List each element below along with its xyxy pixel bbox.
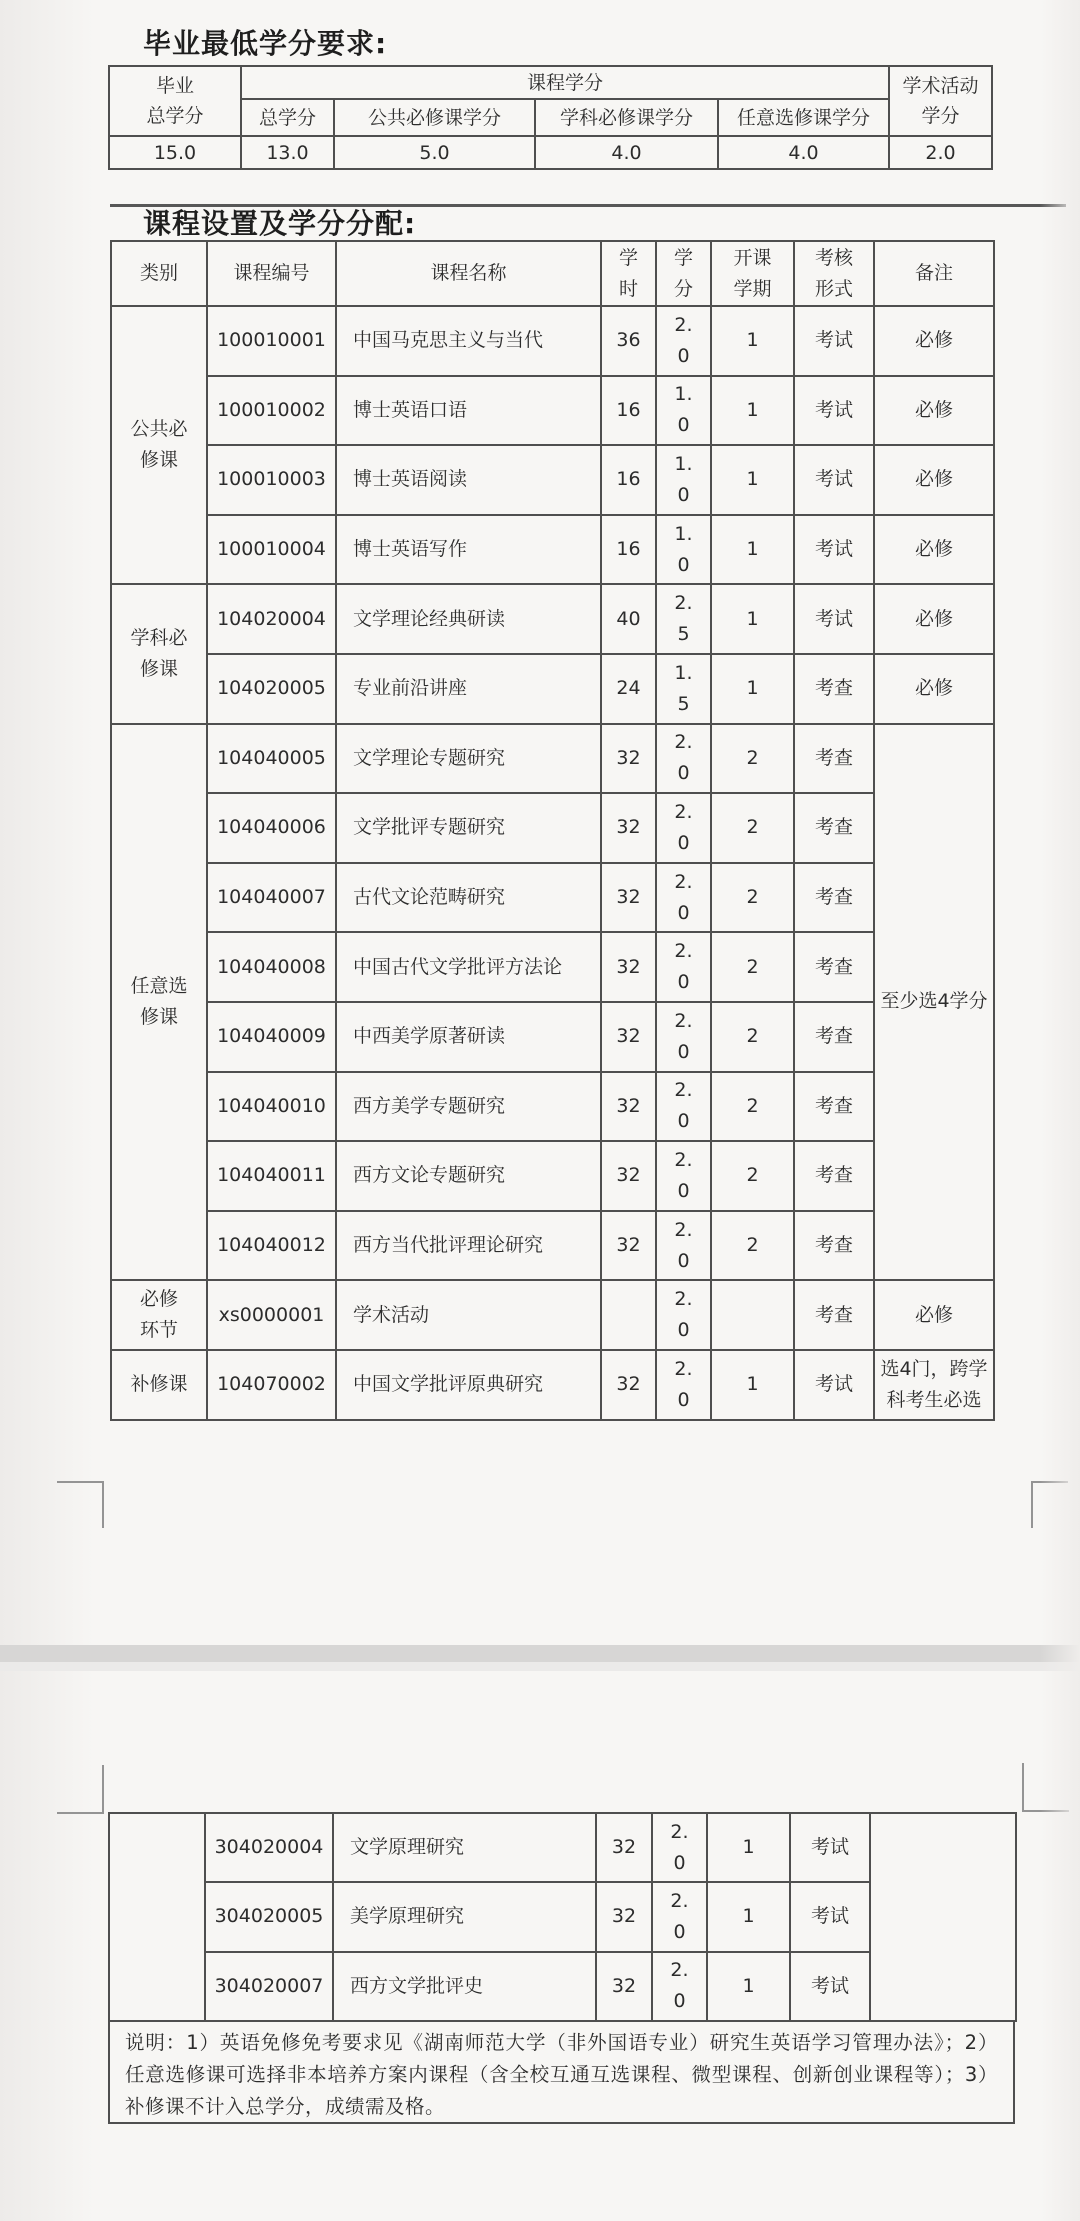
cell-name: 学术活动 bbox=[336, 1280, 601, 1350]
cell-code: 104040006 bbox=[207, 793, 336, 863]
cell-assessment: 考查 bbox=[794, 1141, 874, 1211]
course-row bbox=[111, 793, 994, 863]
summary-header-subject: 学科必修课学分 bbox=[535, 99, 718, 136]
cell-name: 中国马克思主义与当代 bbox=[336, 306, 601, 376]
summary-value-public: 5.0 bbox=[334, 136, 535, 169]
cell-remark: 选4门，跨学科考生必选 bbox=[874, 1350, 994, 1420]
cell-name: 博士英语阅读 bbox=[336, 445, 601, 515]
cell-remark: 必修 bbox=[874, 1280, 994, 1350]
crop-mark-bottom-right bbox=[1031, 1481, 1068, 1528]
cell-remark-continued bbox=[870, 1813, 1016, 2021]
cell-credits: 1.0 bbox=[656, 376, 711, 446]
cell-name: 西方当代批评理论研究 bbox=[336, 1211, 601, 1281]
category-cell-required-step: 必修环节 bbox=[111, 1280, 207, 1350]
cell-credits: 2.0 bbox=[656, 793, 711, 863]
cell-hours: 32 bbox=[596, 1813, 652, 1882]
cell-assessment: 考查 bbox=[794, 863, 874, 933]
cell-credits: 2.0 bbox=[656, 1141, 711, 1211]
summary-value-subject: 4.0 bbox=[535, 136, 718, 169]
cell-name: 专业前沿讲座 bbox=[336, 654, 601, 724]
cell-term: 2 bbox=[711, 1072, 794, 1142]
summary-value-elective: 4.0 bbox=[718, 136, 889, 169]
cell-remark: 必修 bbox=[874, 584, 994, 654]
cell-code: 104040012 bbox=[207, 1211, 336, 1281]
page-separator-shadow bbox=[0, 1662, 1080, 1671]
category-cell-public: 公共必修课 bbox=[111, 306, 207, 584]
cell-term: 2 bbox=[711, 932, 794, 1002]
cell-name: 文学原理研究 bbox=[333, 1813, 596, 1882]
cell-credits: 2.0 bbox=[656, 863, 711, 933]
cell-hours: 16 bbox=[601, 515, 656, 585]
summary-value-total: 13.0 bbox=[241, 136, 334, 169]
cell-credits: 1.5 bbox=[656, 654, 711, 724]
cell-remark-elective-group: 至少选4学分 bbox=[874, 724, 994, 1281]
cell-hours: 32 bbox=[601, 1141, 656, 1211]
cell-term: 2 bbox=[711, 1141, 794, 1211]
course-table-title: 课程设置及学分分配: bbox=[143, 207, 417, 240]
cell-term: 1 bbox=[711, 584, 794, 654]
cell-remark: 必修 bbox=[874, 376, 994, 446]
cell-code: 104020005 bbox=[207, 654, 336, 724]
course-row bbox=[111, 445, 994, 515]
cell-code: 104040009 bbox=[207, 1002, 336, 1072]
category-cell-supplementary: 补修课 bbox=[111, 1350, 207, 1420]
summary-header-academic-activity: 学术活动 学分 bbox=[889, 66, 992, 136]
cell-credits: 2.0 bbox=[656, 1211, 711, 1281]
cell-assessment: 考试 bbox=[794, 1350, 874, 1420]
cell-term: 1 bbox=[711, 445, 794, 515]
cell-hours: 36 bbox=[601, 306, 656, 376]
cell-credits: 2.5 bbox=[656, 584, 711, 654]
cell-hours: 16 bbox=[601, 445, 656, 515]
summary-table bbox=[108, 65, 993, 170]
cell-hours: 32 bbox=[601, 793, 656, 863]
cell-code: 304020005 bbox=[205, 1882, 333, 1951]
cell-code: 100010003 bbox=[207, 445, 336, 515]
course-row bbox=[111, 515, 994, 585]
cell-code: 104040005 bbox=[207, 724, 336, 794]
cell-hours: 32 bbox=[601, 1211, 656, 1281]
cell-code: 104040008 bbox=[207, 932, 336, 1002]
course-row bbox=[111, 1350, 994, 1420]
cell-remark: 必修 bbox=[874, 306, 994, 376]
cell-remark: 必修 bbox=[874, 515, 994, 585]
cell-name: 古代文论范畴研究 bbox=[336, 863, 601, 933]
page-separator bbox=[0, 1645, 1080, 1662]
cell-code: 104020004 bbox=[207, 584, 336, 654]
crop-mark-top-right bbox=[1022, 1763, 1069, 1812]
cell-term: 1 bbox=[711, 515, 794, 585]
cell-code: 104040010 bbox=[207, 1072, 336, 1142]
cell-credits: 2.0 bbox=[656, 306, 711, 376]
cell-name: 中国文学批评原典研究 bbox=[336, 1350, 601, 1420]
summary-header-total: 总学分 bbox=[241, 99, 334, 136]
cell-term: 2 bbox=[711, 793, 794, 863]
cell-name: 中西美学原著研读 bbox=[336, 1002, 601, 1072]
header-credits: 学分 bbox=[656, 241, 711, 306]
summary-header-elective: 任意选修课学分 bbox=[718, 99, 889, 136]
cell-name: 中国古代文学批评方法论 bbox=[336, 932, 601, 1002]
cell-term: 1 bbox=[711, 654, 794, 724]
category-cell-elective: 任意选修课 bbox=[111, 724, 207, 1281]
cell-term: 1 bbox=[707, 1882, 790, 1951]
cell-name: 文学理论经典研读 bbox=[336, 584, 601, 654]
cell-assessment: 考查 bbox=[794, 1072, 874, 1142]
cell-assessment: 考试 bbox=[794, 445, 874, 515]
cell-credits: 2.0 bbox=[652, 1882, 707, 1951]
cell-hours: 32 bbox=[601, 932, 656, 1002]
cell-code: 100010004 bbox=[207, 515, 336, 585]
course-row bbox=[109, 1813, 1016, 1882]
cell-code: 304020004 bbox=[205, 1813, 333, 1882]
cell-term: 1 bbox=[711, 306, 794, 376]
cell-credits: 2.0 bbox=[656, 1280, 711, 1350]
course-row bbox=[111, 654, 994, 724]
course-row bbox=[111, 1280, 994, 1350]
course-row bbox=[111, 1072, 994, 1142]
cell-remark: 必修 bbox=[874, 654, 994, 724]
cell-assessment: 考查 bbox=[794, 1280, 874, 1350]
cell-assessment: 考查 bbox=[794, 793, 874, 863]
cell-code: 104040007 bbox=[207, 863, 336, 933]
course-row bbox=[111, 724, 994, 794]
cell-term: 1 bbox=[707, 1813, 790, 1882]
course-row bbox=[111, 584, 994, 654]
cell-credits: 2.0 bbox=[652, 1952, 707, 2021]
course-row bbox=[111, 1141, 994, 1211]
summary-title: 毕业最低学分要求: bbox=[143, 27, 388, 60]
cell-assessment: 考查 bbox=[794, 724, 874, 794]
course-row bbox=[111, 306, 994, 376]
cell-hours: 16 bbox=[601, 376, 656, 446]
category-cell-subject: 学科必修课 bbox=[111, 584, 207, 723]
cell-term: 1 bbox=[711, 376, 794, 446]
cell-code: xs0000001 bbox=[207, 1280, 336, 1350]
crop-mark-bottom-left bbox=[57, 1481, 104, 1528]
course-row bbox=[111, 932, 994, 1002]
cell-code: 104070002 bbox=[207, 1350, 336, 1420]
header-assessment: 考核形式 bbox=[794, 241, 874, 306]
header-term: 开课学期 bbox=[711, 241, 794, 306]
cell-name: 西方文论专题研究 bbox=[336, 1141, 601, 1211]
cell-remark: 必修 bbox=[874, 445, 994, 515]
cell-name: 美学原理研究 bbox=[333, 1882, 596, 1951]
course-table-page2 bbox=[108, 1812, 1017, 2022]
cell-assessment: 考查 bbox=[794, 1002, 874, 1072]
cell-credits: 2.0 bbox=[656, 1350, 711, 1420]
header-category: 类别 bbox=[111, 241, 207, 306]
cell-hours: 32 bbox=[601, 724, 656, 794]
cell-credits: 2.0 bbox=[656, 1072, 711, 1142]
cell-code: 304020007 bbox=[205, 1952, 333, 2021]
cell-assessment: 考试 bbox=[790, 1813, 870, 1882]
summary-header-grad-total: 毕业 总学分 bbox=[109, 66, 241, 136]
cell-assessment: 考试 bbox=[790, 1882, 870, 1951]
cell-hours: 40 bbox=[601, 584, 656, 654]
cell-term bbox=[711, 1280, 794, 1350]
cell-assessment: 考试 bbox=[794, 306, 874, 376]
cell-credits: 2.0 bbox=[652, 1813, 707, 1882]
cell-code: 104040011 bbox=[207, 1141, 336, 1211]
cell-credits: 2.0 bbox=[656, 932, 711, 1002]
crop-mark-top-left bbox=[57, 1765, 104, 1814]
cell-term: 2 bbox=[711, 1002, 794, 1072]
cell-credits: 1.0 bbox=[656, 445, 711, 515]
cell-assessment: 考查 bbox=[794, 1211, 874, 1281]
cell-term: 1 bbox=[711, 1350, 794, 1420]
summary-value-academic: 2.0 bbox=[889, 136, 992, 169]
cell-assessment: 考试 bbox=[794, 376, 874, 446]
cell-assessment: 考查 bbox=[794, 654, 874, 724]
cell-assessment: 考试 bbox=[790, 1952, 870, 2021]
cell-hours bbox=[601, 1280, 656, 1350]
cell-hours: 32 bbox=[601, 863, 656, 933]
cell-name: 文学理论专题研究 bbox=[336, 724, 601, 794]
cell-hours: 32 bbox=[596, 1882, 652, 1951]
cell-term: 1 bbox=[707, 1952, 790, 2021]
cell-credits: 2.0 bbox=[656, 724, 711, 794]
cell-hours: 32 bbox=[601, 1350, 656, 1420]
cell-term: 2 bbox=[711, 863, 794, 933]
cell-name: 博士英语写作 bbox=[336, 515, 601, 585]
course-row bbox=[111, 1002, 994, 1072]
course-table-header-row bbox=[111, 241, 994, 306]
cell-name: 西方文学批评史 bbox=[333, 1952, 596, 2021]
cell-credits: 1.0 bbox=[656, 515, 711, 585]
cell-hours: 32 bbox=[601, 1002, 656, 1072]
summary-value-grad-total: 15.0 bbox=[109, 136, 241, 169]
cell-term: 2 bbox=[711, 724, 794, 794]
cell-code: 100010002 bbox=[207, 376, 336, 446]
cell-hours: 32 bbox=[596, 1952, 652, 2021]
cell-assessment: 考查 bbox=[794, 932, 874, 1002]
notes-text: 说明：1）英语免修免考要求见《湖南师范大学（非外国语专业）研究生英语学习管理办法》；2）任意选修课可选择非本培养方案内课程（含全校互通互选课程、微型课程、创新创业课程等）；3）补修课不计入总学分，成绩需及格。 bbox=[125, 2031, 998, 2118]
cell-hours: 32 bbox=[601, 1072, 656, 1142]
cell-name: 博士英语口语 bbox=[336, 376, 601, 446]
notes-box bbox=[108, 2020, 1015, 2124]
category-cell-continued bbox=[109, 1813, 205, 2021]
header-course-code: 课程编号 bbox=[207, 241, 336, 306]
course-row bbox=[111, 863, 994, 933]
cell-code: 100010001 bbox=[207, 306, 336, 376]
cell-assessment: 考试 bbox=[794, 584, 874, 654]
course-table-page1 bbox=[110, 240, 995, 1421]
header-remark: 备注 bbox=[874, 241, 994, 306]
course-row bbox=[111, 376, 994, 446]
header-hours: 学时 bbox=[601, 241, 656, 306]
cell-hours: 24 bbox=[601, 654, 656, 724]
summary-header-course-credits: 课程学分 bbox=[241, 66, 889, 99]
cell-name: 文学批评专题研究 bbox=[336, 793, 601, 863]
header-course-name: 课程名称 bbox=[336, 241, 601, 306]
cell-credits: 2.0 bbox=[656, 1002, 711, 1072]
cell-term: 2 bbox=[711, 1211, 794, 1281]
cell-assessment: 考试 bbox=[794, 515, 874, 585]
cell-name: 西方美学专题研究 bbox=[336, 1072, 601, 1142]
summary-header-public: 公共必修课学分 bbox=[334, 99, 535, 136]
course-row bbox=[111, 1211, 994, 1281]
